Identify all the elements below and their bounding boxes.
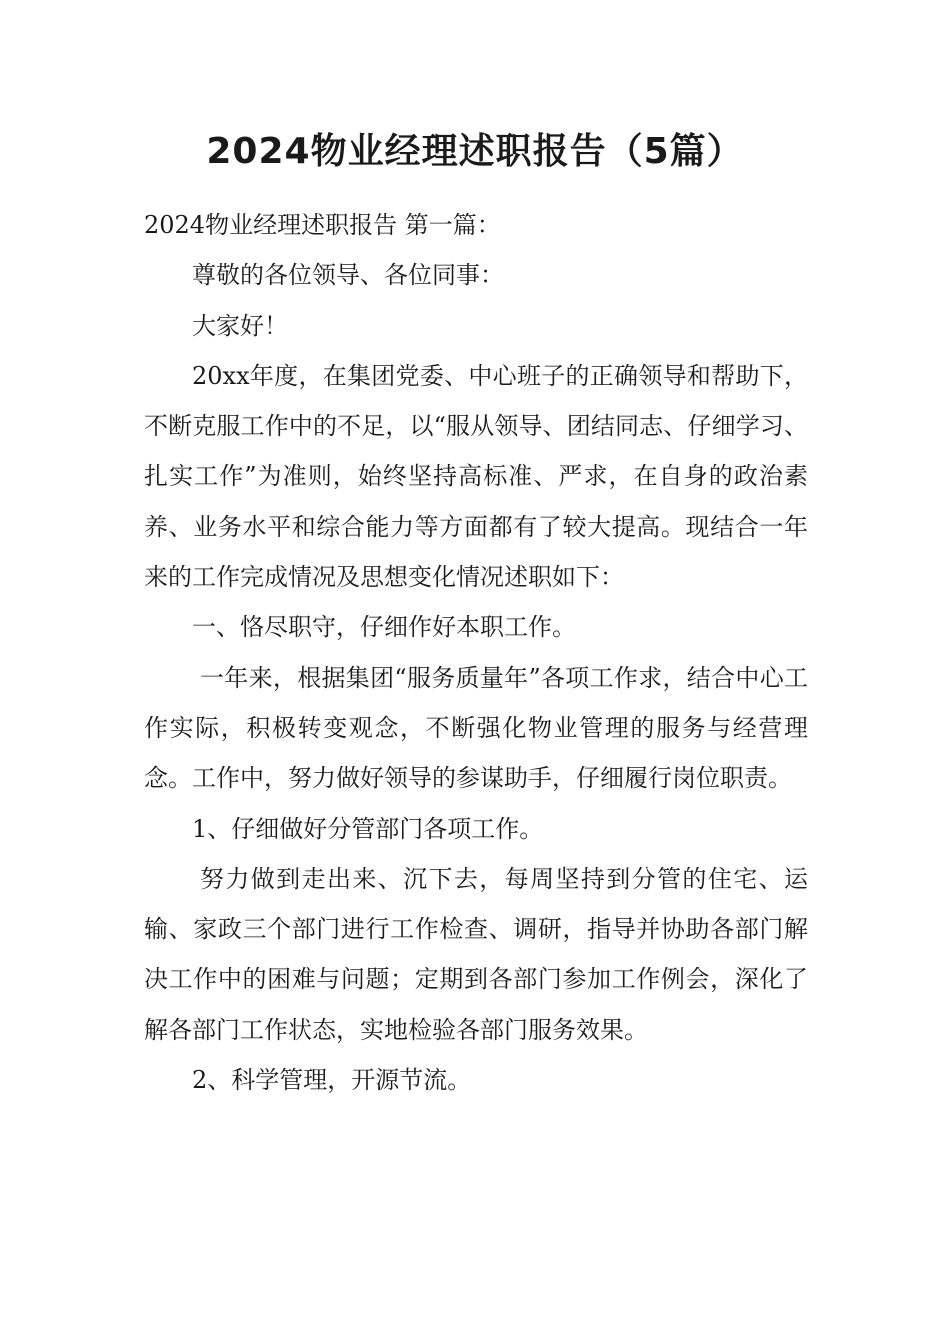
section-heading: 2024物业经理述职报告 第一篇： [144,211,501,239]
salutation: 尊敬的各位领导、各位同事： [192,261,504,290]
body-paragraph: 一年来，根据集团“服务质量年”各项工作求，结合中心工作实际，积极转变观念，不断强化物业管理的服务与经营理念。工作中，努力做好领导的参谋助手，仔细履行岗位职责。 [144,663,808,793]
document-title: 2024物业经理述职报告（5篇） [206,131,744,172]
body-paragraph: 努力做到走出来、沉下去，每周坚持到分管的住宅、运输、家政三个部门进行工作检查、调研，指导并协助各部门解决工作中的困难与问题；定期到各部门参加工作例会，深化了解各部门工作状态，实地检验各部门服务效果。 [144,864,808,1044]
document-body [144,200,808,1105]
subheading: 2、科学管理，开源节流。 [192,1066,472,1095]
body-paragraph: 20xx年度，在集团党委、中心班子的正确领导和帮助下，不断克服工作中的不足，以“服从领导、团结同志、仔细学习、扎实工作”为准则，始终坚持高标准、严求，在自身的政治素养、业务水平和综合能力等方面都有了较大提高。现结合一年来的工作完成情况及思想变化情况述职如下： [144,361,808,592]
greeting: 大家好！ [192,311,288,340]
subheading: 一、恪尽职守，仔细作好本职工作。 [192,613,576,642]
subheading: 1、仔细做好分管部门各项工作。 [192,814,544,843]
